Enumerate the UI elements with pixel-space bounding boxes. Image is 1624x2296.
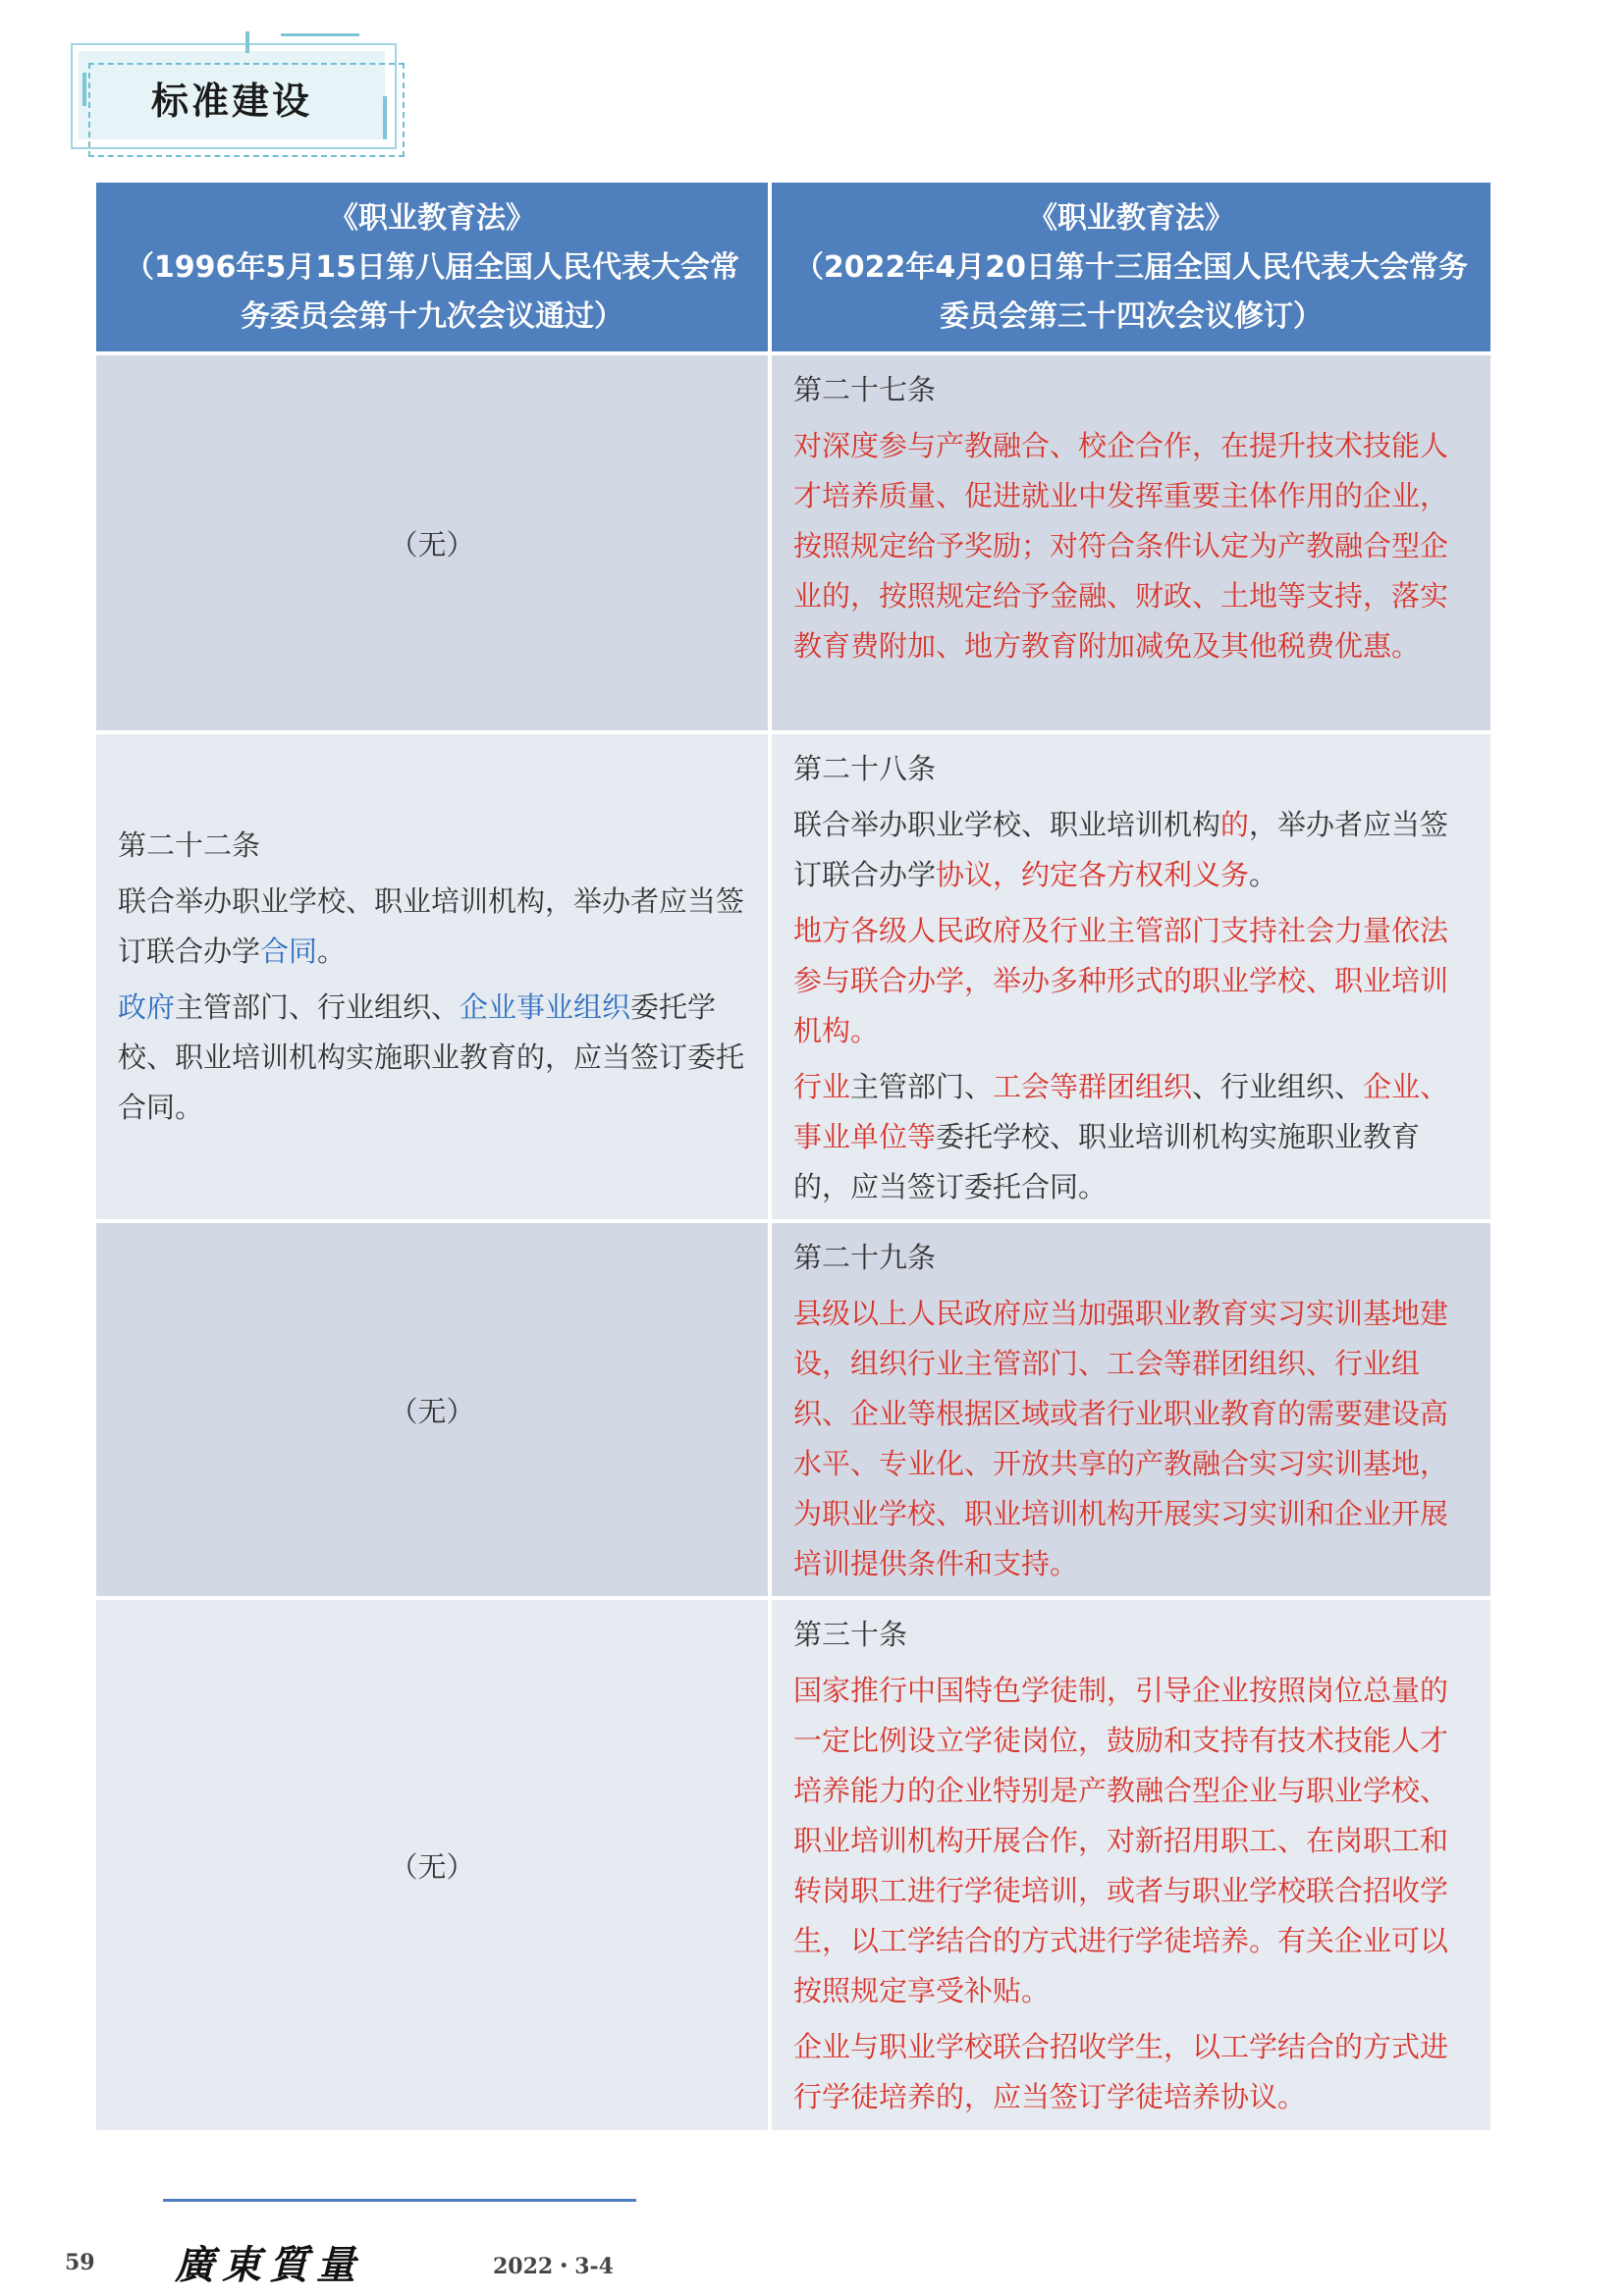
- article-paragraph: 企业与职业学校联合招收学生，以工学结合的方式进行学徒培养的，应当签订学徒培养协议。: [793, 2030, 1449, 2113]
- page-number: 59: [65, 2250, 95, 2275]
- changed-text: 协议，约定各方权利义务: [936, 858, 1250, 891]
- article-paragraph: [793, 1062, 1471, 1212]
- footer-divider: [163, 2199, 636, 2202]
- old-law-cell: [96, 734, 772, 1219]
- article-number: 第二十二条: [118, 828, 261, 862]
- header-new-law-title: 《职业教育法》: [1028, 201, 1234, 236]
- table-row: [96, 1223, 1490, 1600]
- article-paragraph: [793, 800, 1471, 900]
- old-law-cell: [96, 355, 772, 730]
- issue-number: 2022・3-4: [493, 2254, 614, 2279]
- article-number: 第二十八条: [793, 752, 937, 785]
- article-paragraph: 对深度参与产教融合、校企合作，在提升技术技能人才培养质量、促进就业中发挥重要主体作用的企业，按照规定给予奖励；对符合条件认定为产教融合型企业的，按照规定给予金融、财政、土地等支持，落实教育费附加、地方教育附加减免及其他税费优惠。: [793, 429, 1449, 663]
- header-old-law: [96, 183, 772, 351]
- section-title: 标准建设: [151, 80, 313, 123]
- changed-text: 合同: [260, 934, 318, 968]
- text-span: 联合举办职业学校、职业培训机构，举办者应当签订联合办学: [118, 884, 745, 968]
- new-law-cell: [772, 734, 1490, 1219]
- new-law-cell: [772, 1223, 1490, 1596]
- text-span: 主管部门、行业组织、: [175, 990, 460, 1024]
- article-number: 第二十九条: [793, 1241, 937, 1274]
- article-paragraph: [118, 983, 748, 1133]
- section-header: [59, 27, 412, 150]
- article-number: 第二十七条: [793, 373, 937, 406]
- text-span: 。: [317, 934, 347, 968]
- old-law-cell: [96, 1600, 772, 2130]
- text-span: ，举办者应当签订联合办学: [793, 808, 1449, 891]
- header-new-law-subtitle: （2022年4月20日第十三届全国人民代表大会常务委员会第三十四次会议修订）: [793, 250, 1469, 334]
- text-span: 主管部门、: [850, 1070, 994, 1103]
- article-paragraph: 地方各级人民政府及行业主管部门支持社会力量依法参与联合办学，举办多种形式的职业学校、职业培训机构。: [793, 914, 1449, 1047]
- header-new-law: [772, 183, 1490, 351]
- article-number: 第三十条: [793, 1618, 908, 1651]
- table-header-row: [96, 183, 1490, 355]
- header-old-law-subtitle: （1996年5月15日第八届全国人民代表大会常务委员会第十九次会议通过）: [124, 250, 740, 334]
- old-law-cell: [96, 1223, 772, 1596]
- text-span: 联合举办职业学校、职业培训机构: [793, 808, 1221, 841]
- new-law-cell: [772, 1600, 1490, 2130]
- text-span: 委托学校、职业培训机构实施职业教育的，应当签订委托合同。: [793, 1120, 1421, 1203]
- table-row: [96, 1600, 1490, 2130]
- changed-text: 政府: [118, 990, 176, 1024]
- text-span: 、行业组织、: [1192, 1070, 1364, 1103]
- none-marker: （无）: [389, 1394, 475, 1428]
- table-row: [96, 734, 1490, 1223]
- text-span: 。: [1249, 858, 1278, 891]
- table-row: [96, 355, 1490, 734]
- magazine-name: 廣東質量: [175, 2242, 363, 2288]
- decorative-tick: [383, 96, 387, 139]
- article-paragraph: 县级以上人民政府应当加强职业教育实习实训基地建设，组织行业主管部门、工会等群团组织、行业组织、企业等根据区域或者行业职业教育的需要建设高水平、专业化、开放共享的产教融合实习实训基地，为职业学校、职业培训机构开展实习实训和企业开展培训提供条件和支持。: [793, 1297, 1449, 1580]
- none-marker: （无）: [389, 1849, 475, 1884]
- changed-text: 企业事业组织: [460, 990, 631, 1024]
- article-paragraph: 国家推行中国特色学徒制，引导企业按照岗位总量的一定比例设立学徒岗位，鼓励和支持有技术技能人才培养能力的企业特别是产教融合型企业与职业学校、职业培训机构开展合作，对新招用职工、在岗职工和转岗职工进行学徒培训，或者与职业学校联合招收学生，以工学结合的方式进行学徒培养。有关企业可以按照规定享受补贴。: [793, 1674, 1449, 2007]
- header-old-law-title: 《职业教育法》: [329, 201, 535, 236]
- text-span: 委托学校、职业培训机构实施职业教育的，应当签订委托合同。: [118, 990, 745, 1124]
- changed-text: 企业、事业单位等: [793, 1070, 1449, 1153]
- article-paragraph: [118, 877, 748, 977]
- changed-text: 行业: [793, 1070, 851, 1103]
- changed-text: 的: [1220, 808, 1250, 841]
- changed-text: 工会等群团组织: [993, 1070, 1193, 1103]
- decorative-tick: [82, 73, 86, 106]
- none-marker: （无）: [389, 527, 475, 561]
- new-law-cell: [772, 355, 1490, 730]
- decorative-tick: [281, 33, 359, 36]
- decorative-tick: [245, 31, 249, 53]
- law-comparison-table: [96, 183, 1490, 2130]
